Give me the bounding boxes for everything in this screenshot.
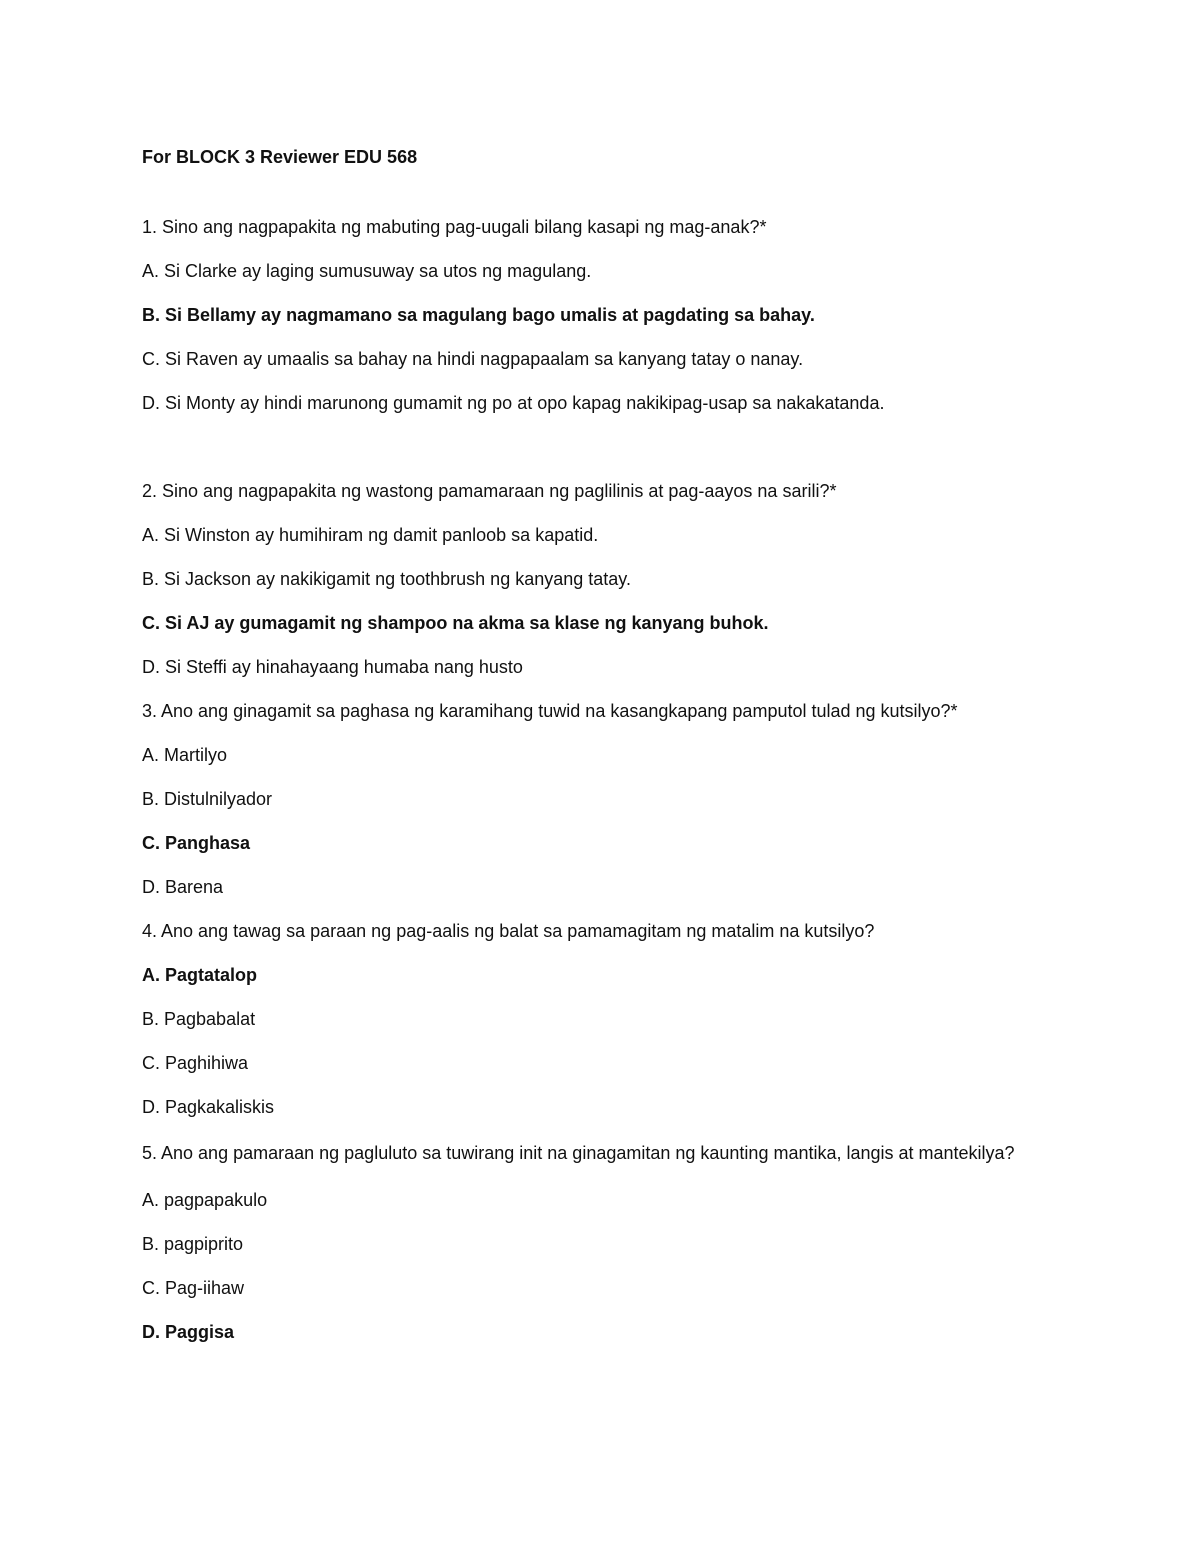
document-title: For BLOCK 3 Reviewer EDU 568 (142, 147, 418, 167)
question-3-choice-d: D. Barena (142, 877, 224, 897)
question-5-choice-a: A. pagpapakulo (142, 1190, 268, 1210)
question-1-text: 1. Sino ang nagpapakita ng mabuting pag-uugali bilang kasapi ng mag-anak?* (142, 217, 767, 237)
question-3-choice-a: A. Martilyo (142, 745, 228, 765)
question-5 (142, 1140, 1022, 1343)
question-4-choice-a: A. Pagtatalop (142, 965, 258, 985)
question-5-choice-c: C. Pag-iihaw (142, 1278, 245, 1298)
question-2-text: 2. Sino ang nagpapakita ng wastong pamamaraan ng paglilinis at pag-aayos na sarili?* (142, 481, 837, 501)
question-4 (142, 920, 1022, 1118)
question-2-choice-a: A. Si Winston ay humihiram ng damit panloob sa kapatid. (142, 525, 599, 545)
question-3-choice-c: C. Panghasa (142, 833, 251, 853)
question-3-text: 3. Ano ang ginagamit sa paghasa ng karamihang tuwid na kasangkapang pamputol tulad ng kutsilyo?* (142, 701, 958, 721)
spacer (142, 436, 1022, 480)
question-1-choice-c: C. Si Raven ay umaalis sa bahay na hindi nagpapaalam sa kanyang tatay o nanay. (142, 349, 804, 369)
question-2-choice-b: B. Si Jackson ay nakikigamit ng toothbrush ng kanyang tatay. (142, 569, 631, 589)
question-3 (142, 700, 1022, 898)
question-4-choice-c: C. Paghihiwa (142, 1053, 249, 1073)
question-2-choice-d: D. Si Steffi ay hinahayaang humaba nang husto (142, 657, 523, 677)
question-4-choice-d: D. Pagkakaliskis (142, 1097, 275, 1117)
question-2 (142, 480, 1022, 678)
question-5-text: 5. Ano ang pamaraan ng pagluluto sa tuwirang init na ginagamitan ng kaunting mantika, langis at mantekilya? (142, 1143, 1015, 1163)
question-5-choice-d: D. Paggisa (142, 1322, 235, 1342)
question-1-choice-a: A. Si Clarke ay laging sumusuway sa utos ng magulang. (142, 261, 592, 281)
question-4-text: 4. Ano ang tawag sa paraan ng pag-aalis ng balat sa pamamagitam ng matalim na kutsilyo? (142, 921, 875, 941)
question-1 (142, 216, 1022, 414)
question-1-choice-d: D. Si Monty ay hindi marunong gumamit ng po at opo kapag nakikipag-usap sa nakakatanda. (142, 393, 885, 413)
question-4-choice-b: B. Pagbabalat (142, 1009, 256, 1029)
question-2-choice-c: C. Si AJ ay gumagamit ng shampoo na akma sa klase ng kanyang buhok. (142, 613, 769, 633)
question-3-choice-b: B. Distulnilyador (142, 789, 273, 809)
question-1-choice-b: B. Si Bellamy ay nagmamano sa magulang bago umalis at pagdating sa bahay. (142, 305, 815, 325)
document-page (142, 146, 1022, 1365)
question-5-choice-b: B. pagpiprito (142, 1234, 244, 1254)
